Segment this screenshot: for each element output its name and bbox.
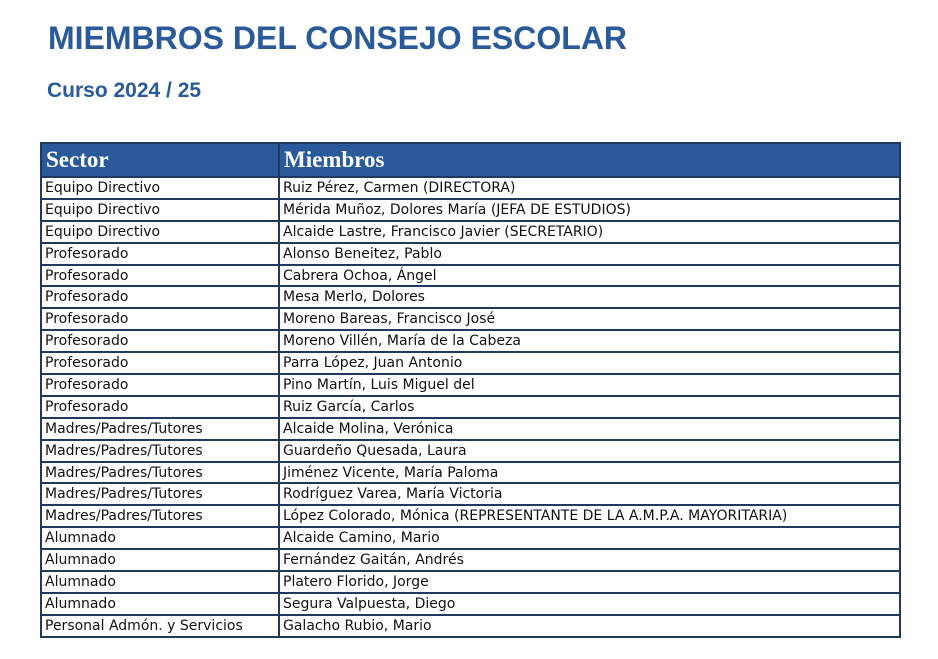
cell-member: Rodríguez Varea, María Victoria (279, 483, 900, 505)
cell-sector: Profesorado (41, 396, 279, 418)
cell-sector: Profesorado (41, 265, 279, 287)
cell-sector: Profesorado (41, 308, 279, 330)
cell-sector: Madres/Padres/Tutores (41, 483, 279, 505)
cell-member: Alcaide Camino, Mario (279, 527, 900, 549)
cell-member: Alcaide Molina, Verónica (279, 418, 900, 440)
table-row (41, 374, 900, 396)
cell-sector: Profesorado (41, 243, 279, 265)
cell-sector: Equipo Directivo (41, 221, 279, 243)
cell-member: Jiménez Vicente, María Paloma (279, 462, 900, 484)
table-row (41, 527, 900, 549)
cell-sector: Equipo Directivo (41, 199, 279, 221)
table-header-row (41, 143, 900, 177)
cell-sector: Profesorado (41, 286, 279, 308)
table-row (41, 418, 900, 440)
table-row (41, 352, 900, 374)
cell-sector: Madres/Padres/Tutores (41, 418, 279, 440)
cell-sector: Profesorado (41, 330, 279, 352)
cell-sector: Alumnado (41, 527, 279, 549)
table-row (41, 265, 900, 287)
cell-sector: Madres/Padres/Tutores (41, 462, 279, 484)
header-sector: Sector (41, 143, 279, 177)
table-row (41, 243, 900, 265)
cell-sector: Madres/Padres/Tutores (41, 505, 279, 527)
table-row (41, 440, 900, 462)
table-row (41, 483, 900, 505)
cell-member: Cabrera Ochoa, Ángel (279, 265, 900, 287)
cell-member: Pino Martín, Luis Miguel del (279, 374, 900, 396)
cell-member: Ruiz Pérez, Carmen (DIRECTORA) (279, 177, 900, 199)
table-row (41, 286, 900, 308)
cell-member: Parra López, Juan Antonio (279, 352, 900, 374)
cell-sector: Profesorado (41, 352, 279, 374)
cell-member: Alcaide Lastre, Francisco Javier (SECRETARIO) (279, 221, 900, 243)
cell-sector: Madres/Padres/Tutores (41, 440, 279, 462)
cell-sector: Profesorado (41, 374, 279, 396)
cell-sector: Alumnado (41, 593, 279, 615)
cell-member: Guardeño Quesada, Laura (279, 440, 900, 462)
cell-member: López Colorado, Mónica (REPRESENTANTE DE LA A.M.P.A. MAYORITARIA) (279, 505, 900, 527)
table-row (41, 396, 900, 418)
cell-sector: Personal Admón. y Servicios (41, 615, 279, 637)
table-row (41, 615, 900, 637)
table-row (41, 221, 900, 243)
table-row (41, 462, 900, 484)
page-subtitle: Curso 2024 / 25 (47, 79, 202, 102)
cell-member: Segura Valpuesta, Diego (279, 593, 900, 615)
cell-sector: Alumnado (41, 571, 279, 593)
table-row (41, 177, 900, 199)
table-row (41, 199, 900, 221)
cell-sector: Alumnado (41, 549, 279, 571)
table-row (41, 330, 900, 352)
cell-member: Mérida Muñoz, Dolores María (JEFA DE ESTUDIOS) (279, 199, 900, 221)
cell-member: Moreno Bareas, Francisco José (279, 308, 900, 330)
table-row (41, 308, 900, 330)
table-row (41, 505, 900, 527)
table-row (41, 549, 900, 571)
page-title: MIEMBROS DEL CONSEJO ESCOLAR (48, 20, 628, 56)
cell-member: Moreno Villén, María de la Cabeza (279, 330, 900, 352)
cell-member: Ruiz García, Carlos (279, 396, 900, 418)
cell-member: Platero Florido, Jorge (279, 571, 900, 593)
cell-member: Mesa Merlo, Dolores (279, 286, 900, 308)
cell-member: Fernández Gaitán, Andrés (279, 549, 900, 571)
cell-member: Galacho Rubio, Mario (279, 615, 900, 637)
table-row (41, 571, 900, 593)
table-body (41, 177, 900, 637)
cell-sector: Equipo Directivo (41, 177, 279, 199)
members-table (40, 142, 901, 638)
header-members: Miembros (279, 143, 900, 177)
table-row (41, 593, 900, 615)
cell-member: Alonso Beneitez, Pablo (279, 243, 900, 265)
